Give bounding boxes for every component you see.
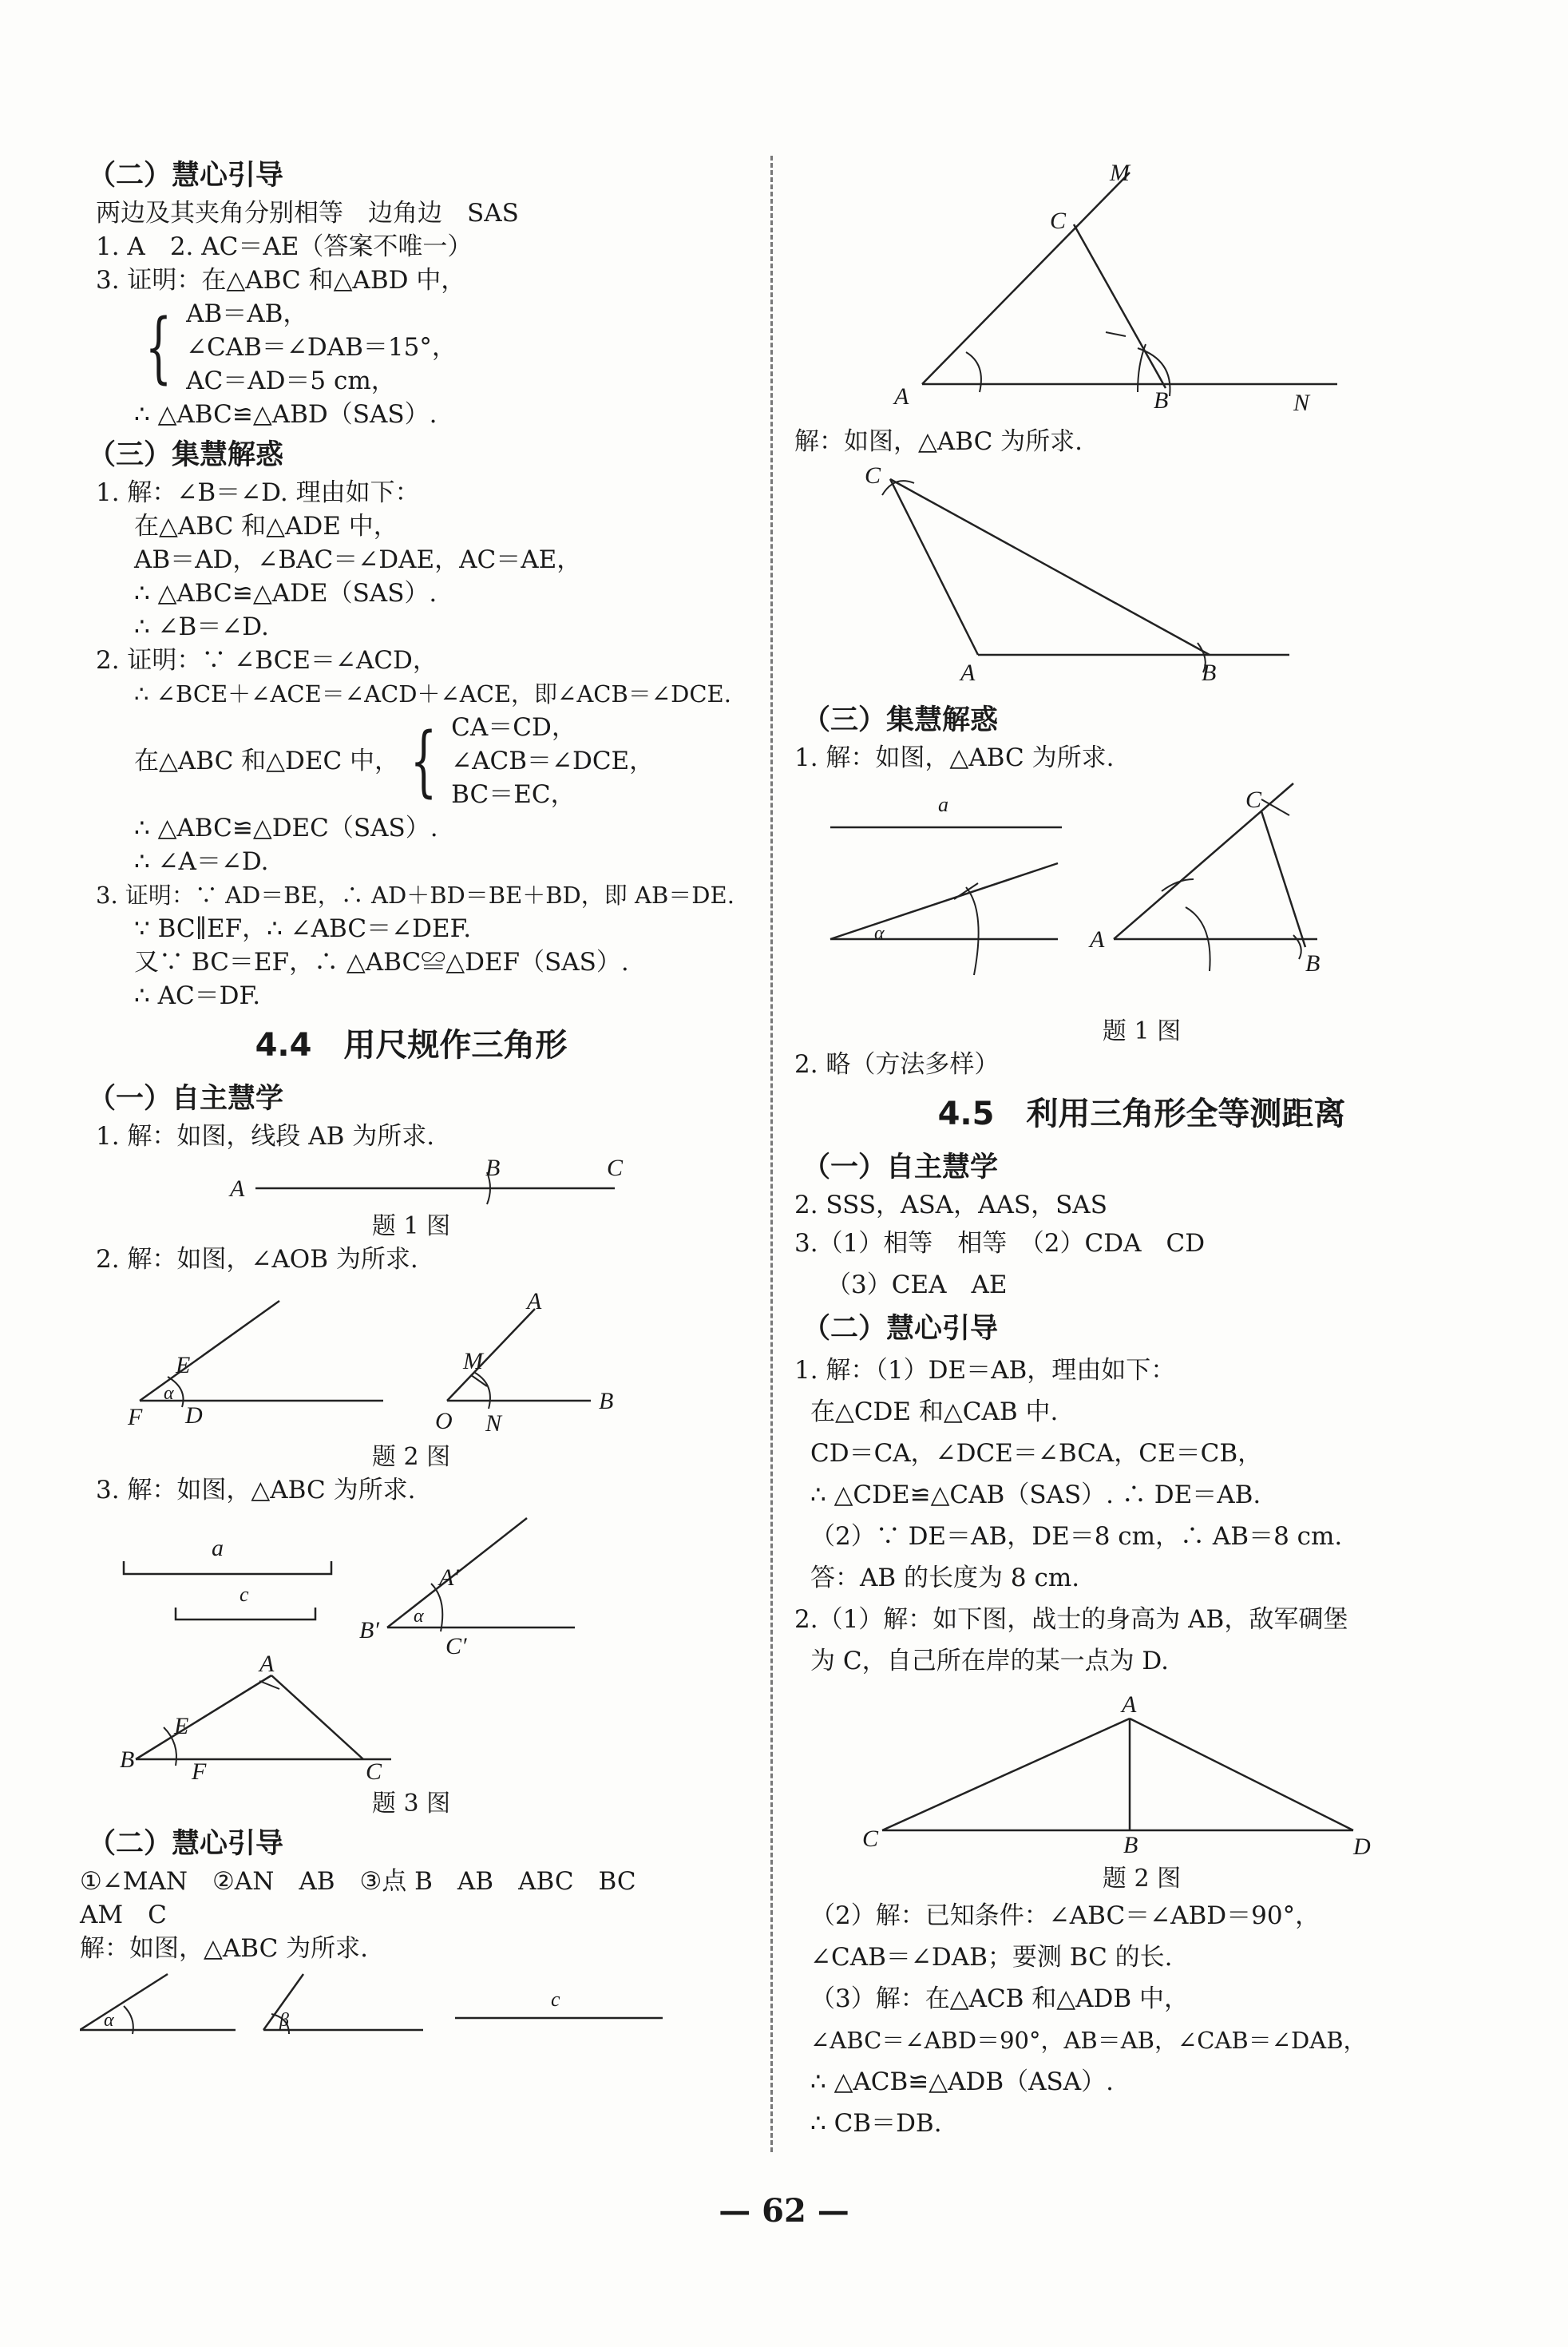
figure-label: A′	[439, 1564, 459, 1591]
text-line: ∴ △CDE≌△CAB（SAS）. ∴ DE＝AB.	[810, 1481, 1261, 1509]
text-line: 1. 解：如图，线段 AB 为所求.	[96, 1122, 435, 1151]
figure-label: α	[164, 1383, 174, 1404]
figure-caption: 题 2 图	[371, 1443, 451, 1471]
figure-triangle-abc	[80, 1512, 742, 1783]
figure-label: C	[865, 463, 881, 489]
brace-symbol: {	[145, 303, 172, 392]
text-line: AB＝AD，∠BAC＝∠DAE，AC＝AE，	[134, 545, 582, 574]
figure-label: M	[1110, 165, 1130, 186]
figure-caption: 题 1 图	[1102, 1017, 1182, 1045]
figure-label: M	[463, 1348, 483, 1374]
figure-label: β	[279, 2010, 289, 2031]
section-title-4-4: 4.4 用尺规作三角形	[255, 1027, 568, 1064]
figure-label: c	[551, 1988, 560, 2011]
section-heading: （一）自主慧学	[802, 1152, 999, 1183]
figure-label: B	[1305, 950, 1321, 977]
text-line: ∴ ∠B＝∠D.	[134, 613, 269, 641]
text-line: 1. A 2. AC＝AE（答案不唯一）	[96, 232, 473, 261]
column-divider	[770, 156, 773, 2152]
figure-label: E	[176, 1352, 191, 1378]
section-heading: （一）自主慧学	[88, 1083, 284, 1115]
figure-label: a	[212, 1535, 224, 1561]
equation-system	[80, 297, 742, 398]
figure-triangle-result	[794, 463, 1489, 695]
figure-caption: 题 2 图	[1102, 1865, 1182, 1893]
left-column	[80, 152, 742, 2055]
text-line: 1. 解：（1）DE＝AB，理由如下：	[794, 1356, 1176, 1385]
figure-label: D	[1353, 1834, 1371, 1858]
figure-label: N	[1293, 390, 1310, 416]
text-line: ∠CAB＝∠DAB＝15°，	[186, 333, 457, 362]
section-heading: （二）慧心引导	[802, 1313, 999, 1345]
text-line: 3. 证明：在△ABC 和△ABD 中，	[96, 266, 466, 295]
text-line: 解：如图，△ABC 为所求.	[80, 1934, 369, 1963]
text-line: CA＝CD，	[451, 713, 576, 742]
figure-label: A	[259, 1651, 275, 1677]
figure-label: C	[1245, 787, 1262, 813]
figure-label: A	[527, 1288, 542, 1314]
figure-angle-construction	[794, 165, 1489, 420]
figure-label: B	[1202, 660, 1217, 686]
figure-label: N	[485, 1410, 502, 1437]
text-line: 3. 解：如图，△ABC 为所求.	[96, 1476, 416, 1505]
figure-label: α	[414, 1606, 424, 1627]
figure-label: C	[366, 1758, 382, 1783]
text-line: ∴ ∠BCE＋∠ACE＝∠ACD＋∠ACE，即∠ACB＝∠DCE.	[134, 680, 731, 708]
text-line: （2）∵ DE＝AB，DE＝8 cm，∴ AB＝8 cm.	[810, 1522, 1343, 1551]
page-number: — 62 —	[719, 2192, 849, 2230]
text-line: 1. 解：∠B＝∠D. 理由如下：	[96, 478, 420, 507]
text-line: 2.（1）解：如下图，战士的身高为 AB，敌军碉堡	[794, 1605, 1348, 1634]
section-heading: （二）慧心引导	[88, 1828, 284, 1860]
figure-label: A	[1090, 926, 1105, 953]
figure-label: F	[192, 1758, 207, 1783]
figure-label: A	[230, 1175, 245, 1202]
text-line: 为 C，自己所在岸的某一点为 D.	[810, 1647, 1170, 1675]
figure-caption: 题 1 图	[371, 1212, 451, 1240]
section-heading: （三）集慧解惑	[88, 439, 284, 471]
text-line: ∴ △ACB≌△ADB（ASA）.	[810, 2068, 1115, 2096]
text-line: AB＝AB，	[186, 299, 308, 328]
figure-label: C′	[445, 1633, 467, 1659]
text-line: 1. 解：如图，△ABC 为所求.	[794, 743, 1115, 772]
text-line: ∠ACB＝∠DCE，	[451, 747, 655, 775]
text-line: 2. SSS，ASA，AAS，SAS	[794, 1191, 1107, 1219]
figure-label: α	[874, 923, 885, 944]
text-line: CD＝CA，∠DCE＝∠BCA，CE＝CB，	[810, 1439, 1263, 1468]
text-line: AM C	[80, 1901, 167, 1929]
figure-label: A	[960, 660, 976, 686]
figure-given-angles	[80, 1970, 742, 2050]
figure-label: C	[1050, 208, 1067, 234]
figure-label: E	[174, 1713, 189, 1739]
section-title-4-5: 4.5 利用三角形全等测距离	[937, 1096, 1346, 1132]
text-line: 在△ABC 和△ADE 中，	[134, 512, 398, 541]
text-line: ∴ ∠A＝∠D.	[134, 847, 269, 876]
figure-label: c	[240, 1583, 249, 1606]
figure-distance	[794, 1687, 1489, 1858]
text-line: AC＝AD＝5 cm，	[186, 367, 396, 395]
text-line: ∴ AC＝DF.	[134, 981, 261, 1010]
text-line: 又∵ BC＝EF，∴ △ABC≌△DEF（SAS）.	[134, 948, 629, 977]
figure-label: A	[1122, 1691, 1137, 1718]
figure-label: B′	[359, 1617, 379, 1643]
text-line: 答：AB 的长度为 8 cm.	[810, 1564, 1080, 1592]
text-line: ①∠MAN ②AN AB ③点 B AB ABC BC	[80, 1867, 636, 1896]
figure-label: C	[862, 1826, 879, 1852]
text-line: （2）解：已知条件：∠ABC＝∠ABD＝90°，	[810, 1901, 1321, 1930]
text-line: ∴ CB＝DB.	[810, 2109, 942, 2138]
text-line: 解：如图，△ABC 为所求.	[794, 427, 1083, 456]
figure-label: D	[185, 1402, 203, 1429]
text-line: 2. 略（方法多样）	[794, 1050, 1000, 1079]
text-line: 2. 解：如图，∠AOB 为所求.	[96, 1245, 418, 1274]
figure-segment-ab	[80, 1158, 742, 1206]
text-line: BC＝EC，	[451, 780, 576, 809]
text-line: ∵ BC∥EF，∴ ∠ABC＝∠DEF.	[134, 914, 472, 943]
figure-label: α	[104, 2010, 114, 2031]
figure-caption: 题 3 图	[371, 1790, 451, 1818]
text-line: ∠ABC＝∠ABD＝90°，AB＝AB，∠CAB＝∠DAB，	[810, 2027, 1367, 2054]
text-line: ∴ △ABC≌△DEC（SAS）.	[134, 814, 438, 842]
text-line: ∴ △ABC≌△ADE（SAS）.	[134, 579, 438, 608]
figure-label: C	[607, 1158, 624, 1181]
text-line: 3.（1）相等 相等 （2）CDA CD	[794, 1229, 1206, 1258]
figure-label: B	[120, 1746, 135, 1773]
figure-label: F	[128, 1404, 143, 1430]
brace-symbol: {	[410, 716, 438, 806]
text-line: （3）解：在△ACB 和△ADB 中，	[810, 1984, 1190, 2013]
section-heading: （二）慧心引导	[88, 160, 284, 192]
text-line: 在△ABC 和△DEC 中，	[134, 747, 400, 775]
text-line: 在△CDE 和△CAB 中.	[810, 1397, 1059, 1426]
text-line: ∠CAB＝∠DAB；要测 BC 的长.	[810, 1943, 1173, 1972]
text-line: 两边及其夹角分别相等 边角边 SAS	[96, 199, 519, 228]
figure-label: O	[435, 1408, 453, 1434]
figure-label: B	[1123, 1832, 1138, 1858]
figure-angle-aob	[80, 1281, 742, 1437]
figure-label: B	[599, 1388, 614, 1414]
text-line: （3）CEA AE	[826, 1271, 1008, 1299]
figure-label: A	[894, 383, 909, 410]
section-heading: （三）集慧解惑	[802, 704, 999, 736]
figure-construct-abc	[794, 779, 1489, 1011]
equation-system	[80, 711, 742, 811]
text-line: 2. 证明：∵ ∠BCE＝∠ACD，	[96, 646, 438, 675]
figure-label: B	[485, 1158, 501, 1181]
figure-label: B	[1154, 387, 1169, 414]
figure-label: a	[938, 793, 948, 816]
text-line: 3. 证明：∵ AD＝BE，∴ AD＋BD＝BE＋BD，即 AB＝DE.	[96, 882, 735, 909]
right-column	[794, 160, 1489, 2144]
text-line: ∴ △ABC≌△ABD（SAS）.	[134, 400, 438, 429]
